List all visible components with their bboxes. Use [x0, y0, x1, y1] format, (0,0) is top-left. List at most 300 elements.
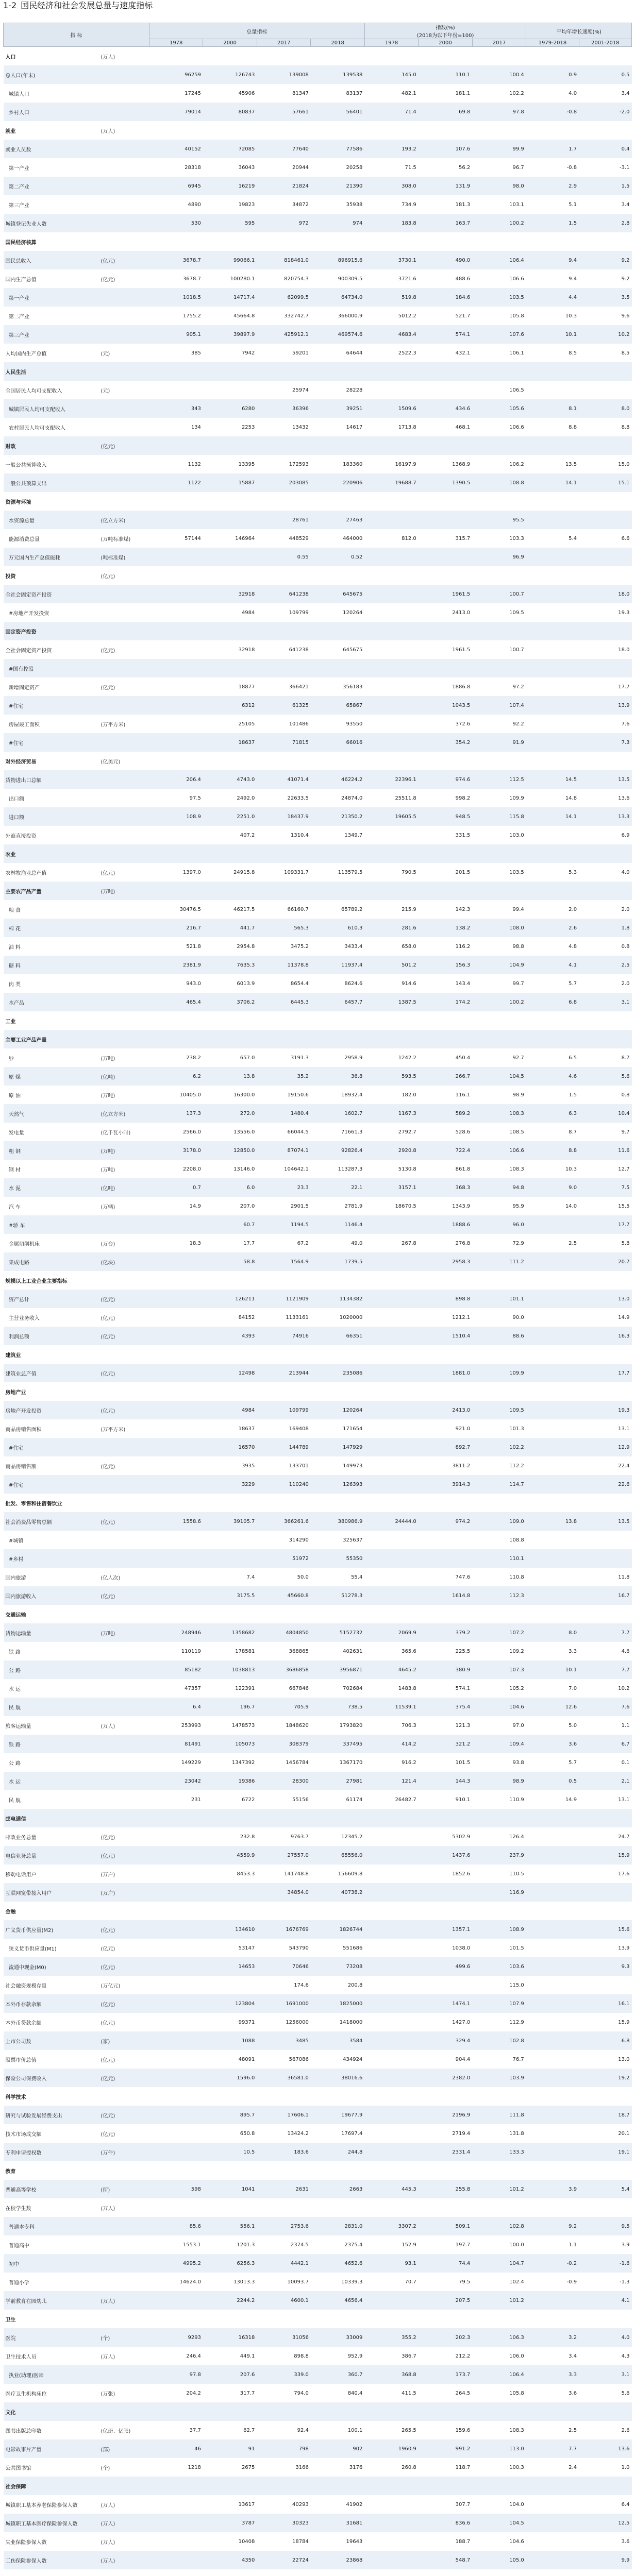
row-value: 22.1 — [311, 1178, 364, 1197]
row-value: 45664.8 — [203, 307, 257, 325]
row-value — [579, 1976, 631, 1994]
row-value — [364, 1957, 418, 1976]
row-value: 97.2 — [472, 677, 526, 696]
row-value: 308379 — [257, 1735, 310, 1753]
row-value: 4600.1 — [257, 2291, 310, 2310]
table-row — [4, 1123, 632, 1141]
row-value: 126.4 — [472, 1827, 526, 1846]
row-value: 107.9 — [472, 1994, 526, 2013]
row-value: 87074.1 — [257, 1141, 310, 1160]
row-value — [257, 2161, 310, 2180]
row-value: 641238 — [257, 640, 310, 659]
row-value — [149, 2291, 203, 2310]
row-value: 2413.0 — [419, 1401, 472, 1419]
table-row — [4, 1308, 632, 1327]
row-indicator-name: 货物运输量 — [4, 1623, 99, 1642]
row-value — [311, 1605, 364, 1623]
row-value: 17245 — [149, 84, 203, 103]
row-indicator-name: 广义货币供应量(M2) — [4, 1920, 99, 1939]
row-indicator-name: 金属切削机床 — [4, 1234, 99, 1252]
row-value — [149, 1976, 203, 1994]
row-unit: (亿元) — [99, 566, 149, 585]
row-unit — [99, 1271, 149, 1290]
row-value: 5302.9 — [419, 1827, 472, 1846]
row-value: 112.9 — [472, 2013, 526, 2031]
row-value: 574.1 — [419, 1679, 472, 1698]
row-value: 798 — [257, 2439, 310, 2458]
table-row — [4, 974, 632, 993]
row-indicator-name: 资产总计 — [4, 1290, 99, 1308]
row-value: 207.5 — [419, 2291, 472, 2310]
row-unit — [99, 1475, 149, 1494]
row-value: 1825000 — [311, 1994, 364, 2013]
row-value — [364, 826, 418, 844]
row-value — [149, 2013, 203, 2031]
row-value: 19.3 — [579, 603, 631, 622]
row-value: 100.1 — [311, 2421, 364, 2439]
row-value: 16.7 — [579, 1586, 631, 1605]
row-value: 183360 — [311, 455, 364, 473]
row-value — [149, 1271, 203, 1290]
row-value: 6.6 — [579, 529, 631, 548]
row-value: 34872 — [257, 195, 310, 214]
table-row — [4, 807, 632, 826]
row-value: 101.5 — [419, 1753, 472, 1772]
row-unit: (亿册、亿张) — [99, 2421, 149, 2439]
row-value: 2.0 — [579, 974, 631, 993]
row-value: 9.9 — [579, 2551, 631, 2569]
row-value: 898.8 — [257, 2347, 310, 2365]
row-value — [257, 362, 310, 381]
row-value — [364, 733, 418, 752]
row-value: 2374.5 — [257, 2235, 310, 2254]
row-value: 16197.9 — [364, 455, 418, 473]
row-value — [526, 1419, 579, 1438]
table-row — [4, 1030, 632, 1048]
row-value: 101486 — [257, 715, 310, 733]
row-indicator-name: 新增固定资产 — [4, 677, 99, 696]
row-value: 109.5 — [472, 1401, 526, 1419]
indicator-table — [3, 23, 632, 2569]
row-value — [203, 622, 257, 640]
row-value: 163.7 — [419, 214, 472, 232]
row-indicator-name: 水 运 — [4, 1679, 99, 1698]
row-value: 72.9 — [472, 1234, 526, 1252]
row-value: 122391 — [203, 1679, 257, 1698]
table-row — [4, 1846, 632, 1865]
row-value — [364, 2050, 418, 2069]
table-row — [4, 1011, 632, 1030]
row-value — [472, 2402, 526, 2421]
row-value — [472, 47, 526, 66]
row-value — [526, 696, 579, 715]
row-value: 19677.9 — [311, 2106, 364, 2124]
row-value: 2.5 — [579, 956, 631, 974]
row-value — [526, 603, 579, 622]
row-value — [526, 733, 579, 752]
row-value: 45906 — [203, 84, 257, 103]
row-value: 66160.7 — [257, 900, 310, 919]
row-value: 10.2 — [579, 1679, 631, 1698]
row-value: 133.3 — [472, 2143, 526, 2161]
row-value — [579, 2161, 631, 2180]
row-value: 8.0 — [579, 399, 631, 418]
row-value: 18877 — [203, 677, 257, 696]
table-row — [4, 2310, 632, 2328]
row-value — [149, 1494, 203, 1512]
row-value: 19823 — [203, 195, 257, 214]
row-value: 1483.8 — [364, 1679, 418, 1698]
row-unit: (亿美元) — [99, 752, 149, 770]
page-title — [3, 1, 153, 10]
row-value: 99371 — [203, 2013, 257, 2031]
table-row — [4, 2291, 632, 2310]
row-value — [364, 1345, 418, 1364]
row-value: 2244.2 — [203, 2291, 257, 2310]
row-indicator-name: 移动电话用户 — [4, 1865, 99, 1883]
header-year: 1978 — [149, 39, 203, 47]
row-value: 2.8 — [579, 214, 631, 232]
row-value — [203, 1809, 257, 1827]
row-value: 10.2 — [579, 325, 631, 344]
row-unit: (万人) — [99, 2347, 149, 2365]
row-value: 28300 — [257, 1772, 310, 1790]
table-row — [4, 2031, 632, 2050]
row-value — [311, 436, 364, 455]
row-value — [203, 844, 257, 863]
row-value: 10.1 — [526, 325, 579, 344]
row-value — [364, 1030, 418, 1048]
row-value: 3914.3 — [419, 1475, 472, 1494]
row-indicator-name: 国民经济核算 — [4, 232, 99, 251]
row-indicator-name: #住宅 — [4, 1475, 99, 1494]
row-value — [364, 1976, 418, 1994]
row-value: 1848620 — [257, 1716, 310, 1735]
row-unit: (亿元) — [99, 1308, 149, 1327]
row-value: 16219 — [203, 177, 257, 195]
row-value: 4.6 — [526, 1067, 579, 1086]
row-value: 368865 — [257, 1642, 310, 1660]
row-value: 1961.5 — [419, 585, 472, 603]
row-unit: (元) — [99, 344, 149, 362]
row-value: 4.6 — [579, 1642, 631, 1660]
row-value — [526, 1327, 579, 1345]
row-value — [149, 659, 203, 677]
row-value: 14717.4 — [203, 288, 257, 307]
row-value: 3229 — [203, 1475, 257, 1494]
row-value: 28761 — [257, 511, 310, 529]
table-row — [4, 863, 632, 882]
row-value: 7.7 — [579, 1660, 631, 1679]
row-value: 3433.4 — [311, 937, 364, 956]
row-unit — [99, 1753, 149, 1772]
row-value: 329.4 — [419, 2031, 472, 2050]
table-row — [4, 2458, 632, 2477]
row-unit — [99, 1438, 149, 1456]
row-value: 13556.0 — [203, 1123, 257, 1141]
header-avg-year: 2001-2018 — [579, 39, 631, 47]
row-value: 13432 — [257, 418, 310, 436]
row-value — [311, 1809, 364, 1827]
row-value: 13.6 — [579, 2439, 631, 2458]
row-value: 1132 — [149, 455, 203, 473]
table-row — [4, 900, 632, 919]
row-value: 1201.3 — [203, 2235, 257, 2254]
row-value: 40738.2 — [311, 1883, 364, 1902]
row-value — [419, 1902, 472, 1920]
row-value — [364, 2143, 418, 2161]
row-value — [472, 1030, 526, 1048]
row-value: 1146.4 — [311, 1215, 364, 1234]
row-unit: (亿元) — [99, 1939, 149, 1957]
row-value — [203, 232, 257, 251]
row-value: 2069.9 — [364, 1623, 418, 1642]
row-indicator-name: 卫生 — [4, 2310, 99, 2328]
row-value: 126393 — [311, 1475, 364, 1494]
row-value: 32918 — [203, 585, 257, 603]
row-value: 425912.1 — [257, 325, 310, 344]
row-unit — [99, 399, 149, 418]
row-indicator-name: 纱 — [4, 1048, 99, 1067]
row-value — [526, 1827, 579, 1846]
row-value: 126211 — [203, 1290, 257, 1308]
row-value — [472, 659, 526, 677]
row-value — [579, 1382, 631, 1401]
row-value: 70.7 — [364, 2273, 418, 2291]
row-value: 13.5 — [579, 770, 631, 789]
row-indicator-name: 财政 — [4, 436, 99, 455]
row-value: 317.7 — [203, 2384, 257, 2402]
row-unit — [99, 919, 149, 937]
row-value: 490.0 — [419, 251, 472, 269]
row-value: 131.8 — [472, 2124, 526, 2143]
row-value — [419, 1883, 472, 1902]
row-value: 92.4 — [257, 2421, 310, 2439]
row-value — [526, 640, 579, 659]
row-value: 20.7 — [579, 1252, 631, 1271]
row-value: 31681 — [311, 2514, 364, 2532]
row-value: 1564.9 — [257, 1252, 310, 1271]
table-row — [4, 1660, 632, 1679]
row-unit: (万人) — [99, 1716, 149, 1735]
row-unit: (亿吨) — [99, 1067, 149, 1086]
row-value: 3.4 — [579, 84, 631, 103]
row-value — [203, 1494, 257, 1512]
table-row — [4, 1086, 632, 1104]
row-value: 102.8 — [472, 2031, 526, 2050]
row-unit: (万人) — [99, 47, 149, 66]
row-value: 23868 — [311, 2551, 364, 2569]
row-indicator-name: 商品房销售面积 — [4, 1419, 99, 1438]
table-row — [4, 2439, 632, 2458]
row-value — [257, 752, 310, 770]
row-value — [149, 715, 203, 733]
row-value: 5.6 — [579, 2384, 631, 2402]
row-indicator-name: 城镇居民人均可支配收入 — [4, 399, 99, 418]
row-unit — [99, 288, 149, 307]
row-value: 1358682 — [203, 1623, 257, 1642]
row-value: 1349.7 — [311, 826, 364, 844]
row-value — [311, 2310, 364, 2328]
row-value — [311, 492, 364, 511]
table-row — [4, 2198, 632, 2217]
row-value: 69.8 — [419, 103, 472, 121]
row-value — [364, 882, 418, 900]
row-value: 5152732 — [311, 1623, 364, 1642]
row-unit — [99, 65, 149, 84]
table-row — [4, 1735, 632, 1753]
row-value: 1.5 — [579, 177, 631, 195]
row-value: 3.4 — [526, 2347, 579, 2365]
row-value — [526, 2143, 579, 2161]
row-value — [419, 2198, 472, 2217]
row-value — [203, 1605, 257, 1623]
row-value — [257, 659, 310, 677]
row-value — [419, 659, 472, 677]
row-indicator-name: 电信业务总量 — [4, 1846, 99, 1865]
row-value: 4.1 — [526, 956, 579, 974]
row-value — [364, 640, 418, 659]
row-value — [311, 844, 364, 863]
row-value: 103.6 — [472, 1957, 526, 1976]
row-indicator-name: 普通高等学校 — [4, 2180, 99, 2198]
row-value: 2.6 — [579, 2421, 631, 2439]
row-value — [149, 1994, 203, 2013]
row-value — [203, 2310, 257, 2328]
row-value: 3485 — [257, 2031, 310, 2050]
row-unit: (亿元) — [99, 1364, 149, 1382]
row-value — [579, 659, 631, 677]
row-value: 98.9 — [472, 1772, 526, 1790]
row-value: 366261.6 — [257, 1512, 310, 1531]
row-value — [149, 1531, 203, 1549]
row-value: 1121909 — [257, 1290, 310, 1308]
row-value — [526, 2069, 579, 2087]
row-indicator-name: 本外币存款余额 — [4, 1994, 99, 2013]
row-value: 3584 — [311, 2031, 364, 2050]
row-value — [149, 1364, 203, 1382]
row-unit: (亿元) — [99, 1327, 149, 1345]
row-value: 2196.9 — [419, 2106, 472, 2124]
row-value: 57661 — [257, 103, 310, 121]
row-value: 112.2 — [472, 1456, 526, 1475]
row-value: 17.7 — [203, 1234, 257, 1252]
row-value: 53147 — [203, 1939, 257, 1957]
row-indicator-name: 技术市场成交额 — [4, 2124, 99, 2143]
row-value: 171654 — [311, 1419, 364, 1438]
table-row — [4, 1475, 632, 1494]
row-value: 972 — [257, 214, 310, 232]
row-value — [311, 232, 364, 251]
row-value: 14.1 — [526, 473, 579, 492]
row-value: 196.7 — [203, 1698, 257, 1716]
row-value: 7.4 — [203, 1568, 257, 1586]
row-unit: (万人) — [99, 121, 149, 140]
table-header — [4, 23, 632, 47]
table-row — [4, 826, 632, 844]
row-indicator-name: 城镇职工基本医疗保险参保人数 — [4, 2514, 99, 2532]
row-value: 100.7 — [472, 585, 526, 603]
header-indicator: 指 标 — [4, 23, 149, 47]
row-value — [526, 2161, 579, 2180]
row-value: 38016.6 — [311, 2069, 364, 2087]
row-value: 7.5 — [579, 1178, 631, 1197]
row-value: 2492.0 — [203, 789, 257, 807]
row-value: 231 — [149, 1790, 203, 1809]
row-unit — [99, 1790, 149, 1809]
row-value: 3730.1 — [364, 251, 418, 269]
row-value: 307.7 — [419, 2495, 472, 2514]
row-unit: (亿元) — [99, 1920, 149, 1939]
row-value: 3191.3 — [257, 1048, 310, 1067]
indicator-table-wrapper — [3, 23, 632, 2569]
row-value: 702684 — [311, 1679, 364, 1698]
table-row — [4, 2069, 632, 2087]
row-indicator-name: 工业 — [4, 1011, 99, 1030]
row-indicator-name: 医院 — [4, 2328, 99, 2347]
row-value: 265.5 — [364, 2421, 418, 2439]
row-value: 156609.8 — [311, 1865, 364, 1883]
row-value: 910.1 — [419, 1790, 472, 1809]
row-value — [364, 1531, 418, 1549]
row-value: 892.7 — [419, 1438, 472, 1456]
row-indicator-name: 本外币贷款余额 — [4, 2013, 99, 2031]
row-value — [364, 1327, 418, 1345]
row-value — [203, 566, 257, 585]
table-row — [4, 232, 632, 251]
row-value — [364, 1568, 418, 1586]
row-value — [579, 2402, 631, 2421]
row-value: 14624.0 — [149, 2273, 203, 2291]
row-value: 99.9 — [472, 140, 526, 158]
row-indicator-name: 股票市价总值 — [4, 2050, 99, 2069]
row-value: 35.2 — [257, 1067, 310, 1086]
row-value — [364, 492, 418, 511]
row-unit: (所) — [99, 2180, 149, 2198]
row-value: 2954.8 — [203, 937, 257, 956]
row-value: 6013.9 — [203, 974, 257, 993]
table-row — [4, 1271, 632, 1290]
row-value — [526, 585, 579, 603]
row-value — [203, 1883, 257, 1902]
row-value: 952.9 — [311, 2347, 364, 2365]
row-unit — [99, 492, 149, 511]
row-value: 100.4 — [472, 65, 526, 84]
row-value: 17606.1 — [257, 2106, 310, 2124]
row-value — [526, 2477, 579, 2495]
row-value: 66044.5 — [257, 1123, 310, 1141]
row-value: 7.7 — [579, 1623, 631, 1642]
row-value: 2792.7 — [364, 1123, 418, 1141]
row-value: 308.0 — [364, 177, 418, 195]
row-value: 521.7 — [419, 307, 472, 325]
row-value — [419, 622, 472, 640]
row-value — [311, 2477, 364, 2495]
row-unit — [99, 733, 149, 752]
row-value: 2375.4 — [311, 2235, 364, 2254]
row-value — [149, 2514, 203, 2532]
row-value: 45660.8 — [257, 1586, 310, 1605]
row-value — [579, 622, 631, 640]
row-value: 812.0 — [364, 529, 418, 548]
row-value: 1427.0 — [419, 2013, 472, 2031]
row-value — [203, 2402, 257, 2421]
row-value: 9293 — [149, 2328, 203, 2347]
row-value: 2.4 — [526, 2458, 579, 2477]
table-row — [4, 752, 632, 770]
row-value: 36396 — [257, 399, 310, 418]
row-value: 1676769 — [257, 1920, 310, 1939]
